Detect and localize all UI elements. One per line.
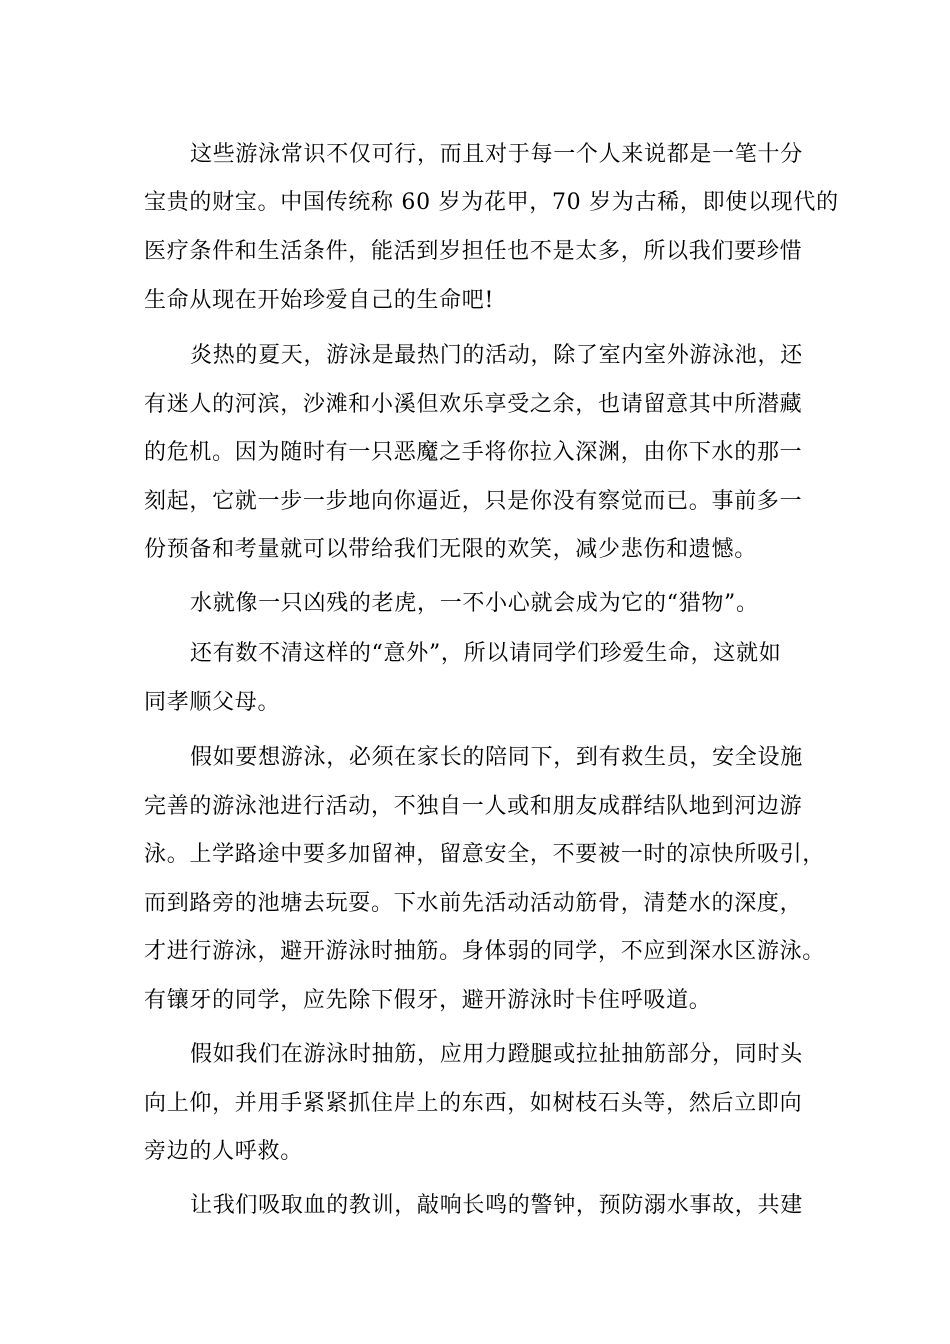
paragraph-2-line-2: 有迷人的河滨，沙滩和小溪但欢乐享受之余，也请留意其中所潜藏: [144, 392, 803, 417]
paragraph-2-line-3: 的危机。因为随时有一只恶魔之手将你拉入深渊，由你下水的那一: [144, 440, 803, 465]
paragraph-5-line-3: 泳。上学路途中要多加留神，留意安全，不要被一时的凉快所吸引，: [144, 842, 826, 867]
paragraph-5-line-1: 假如要想游泳，必须在家长的陪同下，到有救生员，安全设施: [190, 745, 803, 770]
paragraph-2-line-5: 份预备和考量就可以带给我们无限的欢笑，减少悲伤和遗憾。: [144, 537, 757, 562]
paragraph-6-line-3: 旁边的人呼救。: [144, 1139, 303, 1164]
paragraph-1-line-1: 这些游泳常识不仅可行，而且对于每一个人来说都是一笔十分: [190, 142, 803, 167]
paragraph-1-line-4: 生命从现在开始珍爱自己的生命吧!: [144, 288, 495, 313]
paragraph-6-line-2: 向上仰，并用手紧紧抓住岸上的东西，如树枝石头等，然后立即向: [144, 1091, 803, 1116]
paragraph-2-line-1: 炎热的夏天，游泳是最热门的活动，除了室内室外游泳池，还: [190, 343, 803, 368]
paragraph-5-line-6: 有镶牙的同学，应先除下假牙，避开游泳时卡住呼吸道。: [144, 988, 712, 1013]
paragraph-2-line-4: 刻起，它就一步一步地向你逼近，只是你没有察觉而已。事前多一: [144, 489, 803, 514]
paragraph-5-line-5: 才进行游泳，避开游泳时抽筋。身体弱的同学，不应到深水区游泳。: [144, 939, 826, 964]
paragraph-1-line-3: 医疗条件和生活条件，能活到岁担任也不是太多，所以我们要珍惜: [144, 239, 803, 264]
paragraph-7-line-1: 让我们吸取血的教训，敲响长鸣的警钟，预防溺水事故，共建: [190, 1193, 803, 1218]
paragraph-4-line-1: 还有数不清这样的“意外”，所以请同学们珍爱生命，这就如: [190, 641, 782, 666]
paragraph-5-line-2: 完善的游泳池进行活动，不独自一人或和朋友成群结队地到河边游: [144, 794, 803, 819]
paragraph-6-line-1: 假如我们在游泳时抽筋，应用力蹬腿或拉扯抽筋部分，同时头: [190, 1042, 803, 1067]
paragraph-3-line-1: 水就像一只凶残的老虎，一不小心就会成为它的“猎物”。: [190, 591, 759, 616]
paragraph-1-line-2: 宝贵的财宝。中国传统称 60 岁为花甲，70 岁为古稀，即使以现代的: [144, 190, 839, 215]
paragraph-5-line-4: 而到路旁的池塘去玩耍。下水前先活动活动筋骨，清楚水的深度，: [144, 891, 803, 916]
paragraph-4-line-2: 同孝顺父母。: [144, 690, 281, 715]
